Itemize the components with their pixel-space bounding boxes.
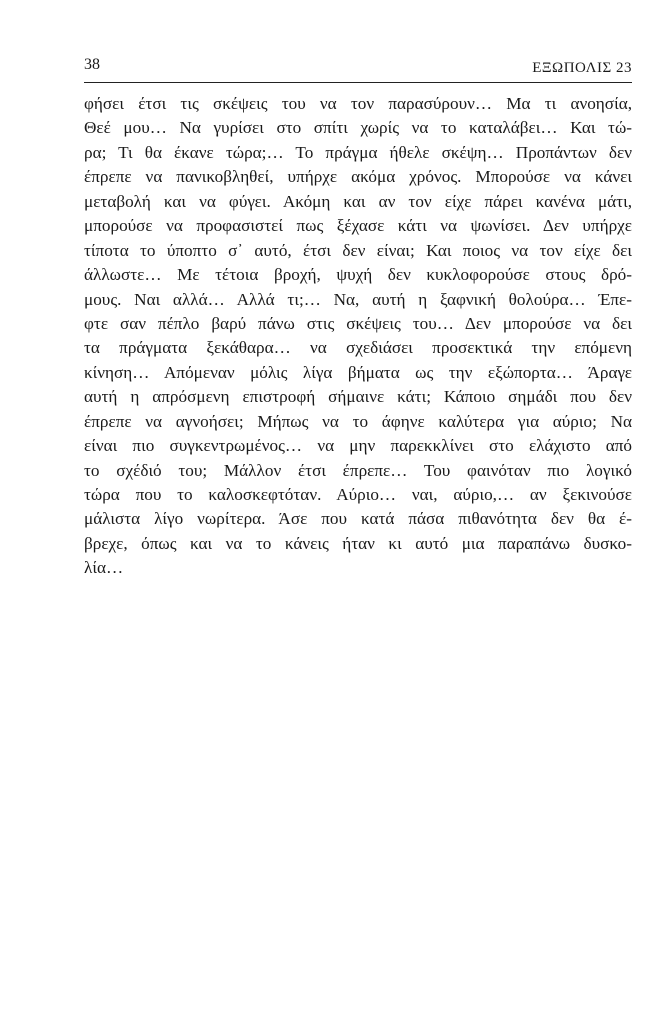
text-line: τώρα που το καλοσκεφτόταν. Αύριο… ναι, αύριο,… αν ξεκινούσε	[84, 485, 632, 504]
text-line: μους. Ναι αλλά… Αλλά τι;… Να, αυτή η ξαφνική θολούρα… Έπε-	[84, 289, 632, 309]
text-line: άλλωστε… Με τέτοια βροχή, ψυχή δεν κυκλοφορούσε στους δρό-	[84, 265, 632, 285]
text-line: φήσει έτσι τις σκέψεις του να τον παρασύρουν… Μα τι ανοησία,	[84, 94, 632, 113]
text-line: μπορούσε να προφασιστεί πως ξέχασε κάτι να ψωνίσει. Δεν υπήρχε	[84, 216, 632, 236]
page-header	[84, 52, 632, 83]
text-line: τίποτα το ύποπτο σ᾽ αυτό, έτσι δεν είναι; Και ποιος να τον είχε δει	[84, 240, 632, 260]
text-line: λία…	[84, 558, 124, 578]
text-line: Θεέ μου… Να γυρίσει στο σπίτι χωρίς να το καταλάβει… Και τώ-	[84, 118, 632, 138]
text-line: έπρεπε να πανικοβληθεί, υπήρχε ακόμα χρόνος. Μπορούσε να κάνει	[84, 167, 632, 187]
page-number: 38	[84, 56, 100, 73]
text-line: μεταβολή και να φύγει. Ακόμη και αν τον είχε πάρει κανένα μάτι,	[84, 191, 632, 211]
text-line: βρεχε, όπως και να το κάνεις ήταν κι αυτό μια παραπάνω δυσκο-	[84, 533, 632, 553]
text-line: φτε σαν πέπλο βαρύ πάνω στις σκέψεις του… Δεν μπορούσε να δει	[84, 313, 632, 333]
body-text	[84, 92, 632, 581]
text-line: τα πράγματα ξεκάθαρα… να σχεδιάσει προσεκτικά την επόμενη	[84, 338, 632, 358]
text-line: είναι πιο συγκεντρωμένος… να μην παρεκκλίνει στο ελάχιστο από	[84, 436, 632, 456]
text-line: έπρεπε να αγνοήσει; Μήπως να το άφηνε καλύτερα για αύριο; Να	[84, 411, 632, 431]
text-line: το σχέδιό του; Μάλλον έτσι έπρεπε… Του φαινόταν πιο λογικό	[84, 460, 632, 480]
text-line: μάλιστα λίγο νωρίτερα. Άσε που κατά πάσα πιθανότητα δεν θα έ-	[84, 509, 632, 529]
running-head: ΕΞΩΠΟΛΙΣ 23	[532, 60, 632, 76]
text-line: ρα; Τι θα έκανε τώρα;… Το πράγμα ήθελε σκέψη… Προπάντων δεν	[84, 142, 632, 162]
text-line: κίνηση… Απόμεναν μόλις λίγα βήματα ως την εξώπορτα… Άραγε	[84, 362, 632, 382]
text-line: αυτή η απρόσμενη επιστροφή σήμαινε κάτι; Κάποιο σημάδι που δεν	[84, 387, 632, 407]
